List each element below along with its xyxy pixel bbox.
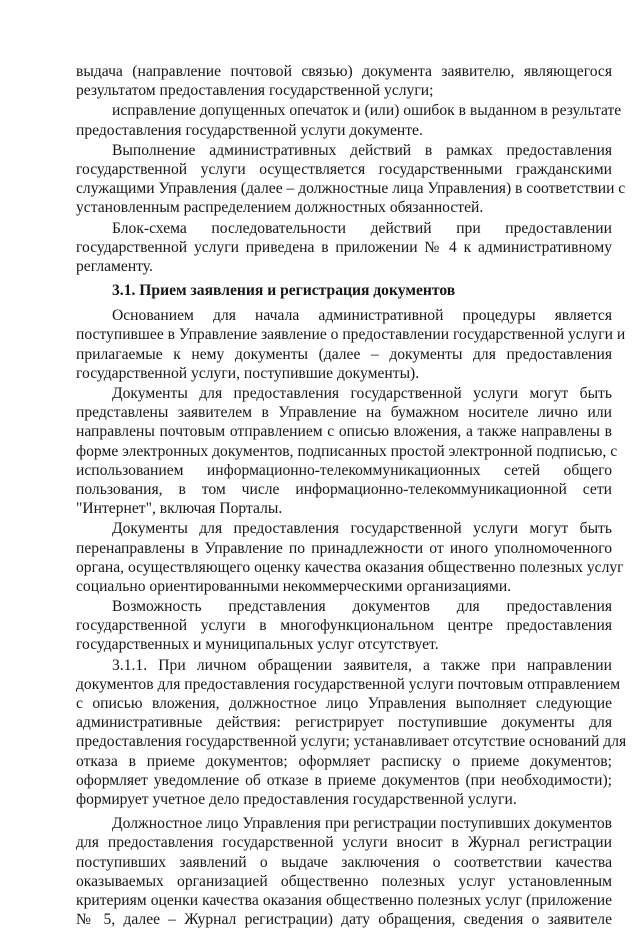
paragraph bbox=[76, 141, 626, 218]
text-line: предоставления государственной услуги документе. bbox=[76, 121, 423, 139]
text-line: административные действия: регистрирует поступившие документы для bbox=[76, 714, 612, 732]
paragraph bbox=[76, 597, 612, 655]
text-line: Основанием для начала административной процедуры является bbox=[112, 307, 612, 325]
text-line: Документы для предоставления государственной услуги могут быть bbox=[112, 520, 612, 538]
text-line: 3.1.1. При личном обращении заявителя, а также при направлении bbox=[112, 656, 612, 674]
section-heading: 3.1. Прием заявления и регистрация документов bbox=[112, 282, 456, 300]
text-line: форме электронных документов, подписанных простой электронной подписью, с bbox=[76, 442, 618, 460]
text-line: государственной услуги осуществляется государственными гражданскими bbox=[76, 160, 612, 178]
text-line: отказа в приеме документов; оформляет расписку о приеме документов; bbox=[76, 752, 612, 770]
text-line: государственной услуги, поступившие документы). bbox=[76, 364, 420, 382]
text-line: исправление допущенных опечаток и (или) ошибок в выданном в результате bbox=[112, 102, 622, 120]
paragraph bbox=[76, 656, 627, 810]
text-line: Документы для предоставления государственной услуги могут быть bbox=[112, 385, 612, 402]
text-line: с описью вложения, должностное лицо Управления выполняет следующие bbox=[76, 695, 612, 712]
text-line: использованием информационно-телекоммуникационных сетей общего bbox=[76, 461, 612, 479]
text-line: "Интернет", включая Порталы. bbox=[76, 500, 283, 518]
text-line: Блок-схема последовательности действий при предоставлении bbox=[112, 219, 612, 237]
text-line: выдача (направление почтовой связью) документа заявителю, являющегося bbox=[76, 63, 612, 80]
text-line: государственной услуги приведена в приложении № 4 к административному bbox=[76, 238, 612, 256]
text-line: прилагаемые к нему документы (далее – документы для предоставления bbox=[76, 345, 612, 363]
text-line: перенаправлены в Управление по принадлежности от иного уполномоченного bbox=[76, 539, 612, 557]
text-line: служащими Управления (далее – должностные лица Управления) в соответствии с bbox=[76, 180, 626, 198]
text-line: формирует учетное дело предоставления государственной услуги. bbox=[76, 790, 517, 808]
text-line: документов для предоставления государственной услуги почтовым отправлением bbox=[76, 675, 621, 693]
text-line: результатом предоставления государственной услуги; bbox=[76, 82, 434, 100]
text-line: пользования, в том числе информационно-телекоммуникационной сети bbox=[76, 480, 612, 498]
paragraph bbox=[76, 219, 612, 277]
text-line: государственных и муниципальных услуг отсутствует. bbox=[76, 636, 439, 654]
text-line: критериям оценки качества оказания общественно полезных услуг (приложение bbox=[76, 891, 612, 909]
paragraph bbox=[76, 519, 624, 596]
text-line: оказываемых организацией общественно полезных услуг установленным bbox=[76, 872, 612, 890]
text-line: оформляет уведомление об отказе в приеме документов (при необходимости); bbox=[76, 771, 612, 789]
text-line: государственной услуги в многофункциональном центре предоставления bbox=[76, 617, 612, 635]
text-line: поступивших заявлений о выдаче заключения о соответствии качества bbox=[76, 853, 612, 871]
text-line: для предоставления государственной услуги вносит в Журнал регистрации bbox=[76, 834, 612, 852]
text-line: Должностное лицо Управления при регистрации поступивших документов bbox=[112, 815, 612, 833]
text-line: социально ориентированными некоммерческими организациями. bbox=[76, 577, 512, 595]
paragraph bbox=[76, 384, 618, 518]
text-line: представлены заявителем в Управление на бумажном носителе лично или bbox=[76, 404, 612, 422]
text-line: установленным распределением должностных обязанностей. bbox=[76, 199, 484, 217]
text-line: Выполнение административных действий в рамках предоставления bbox=[112, 141, 612, 159]
text-line: Возможность представления документов для предоставления bbox=[112, 598, 612, 616]
document-page bbox=[76, 62, 627, 930]
text-line: регламенту. bbox=[76, 257, 153, 275]
text-line: поступившее в Управление заявление о предоставлении государственной услуги и bbox=[76, 326, 626, 344]
text-line: предоставления государственной услуги; устанавливает отсутствие оснований для bbox=[76, 733, 627, 751]
paragraph bbox=[76, 306, 626, 383]
text-line: органа, осуществляющего оценку качества оказания общественно полезных услуг bbox=[76, 558, 624, 576]
paragraph bbox=[76, 814, 612, 929]
paragraph bbox=[76, 101, 622, 139]
paragraph bbox=[76, 62, 612, 100]
text-line: № 5, далее – Журнал регистрации) дату обращения, сведения о заявителе bbox=[76, 911, 612, 929]
text-line: направлены почтовым отправлением с описью вложения, а также направлены в bbox=[76, 423, 612, 441]
